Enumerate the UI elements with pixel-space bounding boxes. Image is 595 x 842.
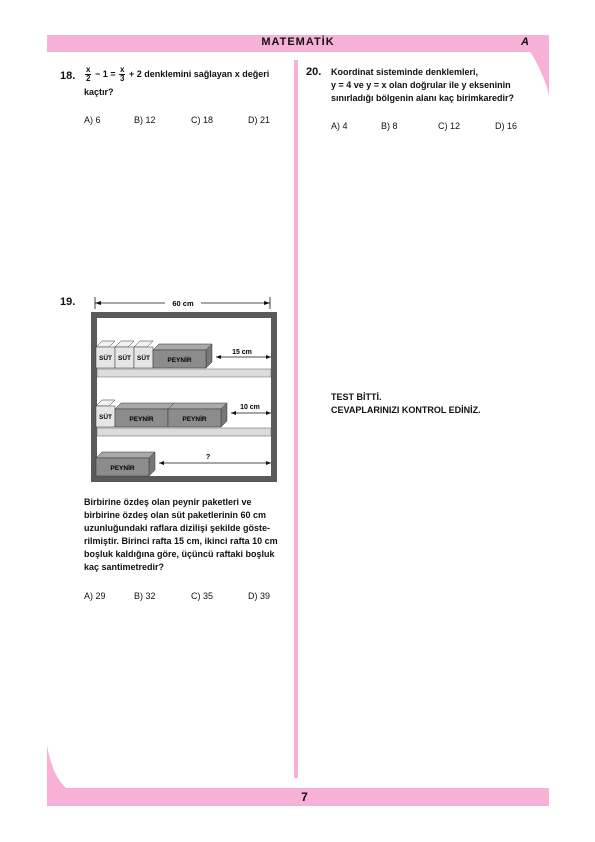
svg-text:PEYNİR: PEYNİR: [110, 465, 135, 472]
svg-text:SÜT: SÜT: [137, 355, 150, 362]
svg-text:PEYNİR: PEYNİR: [182, 416, 207, 423]
q19-line: rilmiştir. Birinci rafta 15 cm, ikinci rafta 10 cm: [84, 536, 278, 546]
q18-frac-1: $\frac{x}{2}$: [86, 65, 91, 83]
cheese-box: [168, 403, 227, 427]
cheese-box: [115, 403, 174, 427]
q19-line: boşluk kaldığına göre, üçüncü raftaki boşluk: [84, 549, 275, 559]
subject-title: MATEMATİK: [261, 36, 335, 48]
svg-text:SÜT: SÜT: [99, 414, 112, 421]
q18-number: 18.: [60, 70, 76, 82]
q19-number: 19.: [60, 296, 76, 308]
q18-rest: + 2 denklemini sağlayan x değeri: [128, 68, 270, 79]
q19-option-b[interactable]: B) 32: [134, 591, 156, 601]
svg-text:SÜT: SÜT: [99, 355, 112, 362]
q19-line: birbirine özdeş olan süt paketlerinin 60 cm: [84, 510, 267, 520]
page-number: 7: [301, 790, 308, 804]
q20-option-d[interactable]: D) 16: [495, 121, 518, 131]
q20-option-c[interactable]: C) 12: [438, 121, 461, 131]
q18-option-a[interactable]: A) 6: [84, 115, 101, 125]
q18-minus-one: − 1 =: [94, 68, 116, 79]
q19-options: [84, 591, 284, 603]
q18-option-b[interactable]: B) 12: [134, 115, 156, 125]
footer-bar: [60, 788, 549, 806]
q18-line2: kaçtır?: [84, 87, 114, 97]
width-label: 60 cm: [172, 299, 194, 308]
q18-frac-2: $\frac{x}{3}$: [120, 65, 125, 83]
q19-option-a[interactable]: A) 29: [84, 591, 106, 601]
q20-question: [331, 66, 546, 105]
gap-label-3: ?: [205, 454, 211, 461]
q18-question: [84, 66, 294, 83]
svg-text:PEYNİR: PEYNİR: [129, 416, 154, 423]
q18-option-c[interactable]: C) 18: [191, 115, 214, 125]
q18-options: [84, 115, 284, 127]
q19-line: Birbirine özdeş olan peynir paketleri ve: [84, 497, 252, 507]
gap-label-2: 10 cm: [240, 404, 260, 411]
q20-option-a[interactable]: A) 4: [331, 121, 348, 131]
q19-option-c[interactable]: C) 35: [191, 591, 214, 601]
q20-line: y = 4 ve y = x olan doğrular ile y ekseninin: [331, 80, 511, 90]
q20-option-b[interactable]: B) 8: [381, 121, 398, 131]
q20-options: [331, 121, 531, 133]
q19-line: kaç santimetredir?: [84, 562, 165, 572]
end-note-line: TEST BİTTİ.: [331, 392, 382, 402]
q19-option-d[interactable]: D) 39: [248, 591, 271, 601]
q20-line: sınırladığı bölgenin alanı kaç birimkaredir?: [331, 93, 515, 103]
cheese-box: [96, 452, 155, 476]
gap-label-1: 15 cm: [232, 349, 252, 356]
q20-line: Koordinat sisteminde denklemleri,: [331, 67, 479, 77]
shelf-figure: [90, 297, 280, 482]
q19-question: [84, 496, 299, 574]
q20-number: 20.: [306, 66, 322, 78]
svg-text:SÜT: SÜT: [118, 355, 131, 362]
q18-option-d[interactable]: D) 21: [248, 115, 271, 125]
cheese-box: [153, 344, 212, 368]
svg-text:PEYNİR: PEYNİR: [167, 357, 192, 364]
booklet-letter: A: [521, 36, 529, 48]
end-note-line: CEVAPLARINIZI KONTROL EDİNİZ.: [331, 405, 481, 415]
q19-line: uzunluğundaki raflara dizilişi şekilde göste-: [84, 523, 271, 533]
end-note: [331, 391, 481, 417]
